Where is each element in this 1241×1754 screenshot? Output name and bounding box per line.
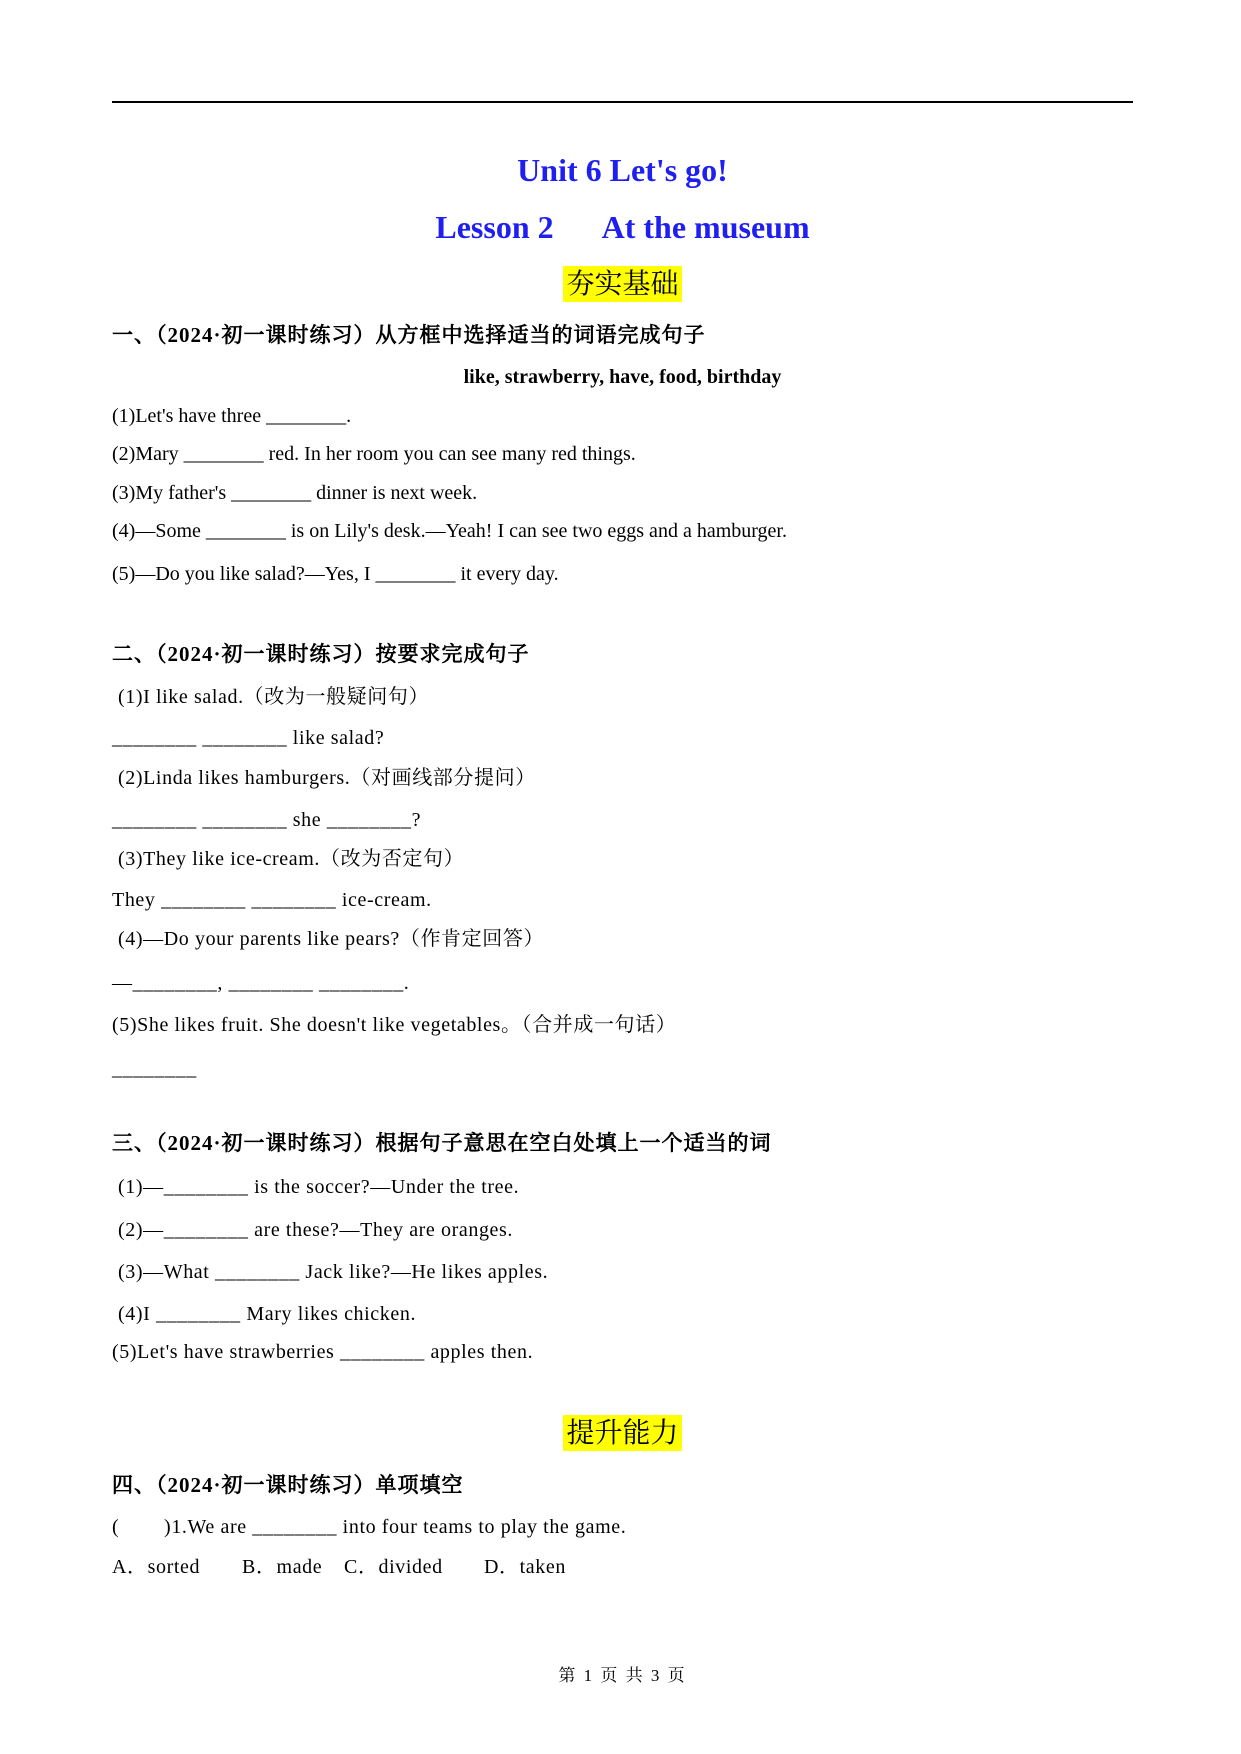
option-b: B．made <box>242 1556 323 1578</box>
option-a: A．sorted <box>112 1556 201 1578</box>
unit-title: Unit 6 Let's go! <box>517 152 728 188</box>
part-1-heading: 一、（2024·初一课时练习）从方框中选择适当的词语完成句子 <box>112 323 706 347</box>
lesson-title: At the museum <box>601 209 810 245</box>
part-3-heading: 三、（2024·初一课时练习）根据句子意思在空白处填上一个适当的词 <box>112 1131 772 1155</box>
section-advanced <box>112 1415 1133 1451</box>
part-1-item: (5)—Do you like salad?—Yes, I ________ it every day. <box>112 563 559 585</box>
section-basic <box>112 266 1133 302</box>
part-2-answer-line: —________, ________ ________. <box>112 972 410 994</box>
part-2-heading: 二、（2024·初一课时练习）按要求完成句子 <box>112 642 530 666</box>
header-rule <box>112 101 1133 103</box>
part-3-item: (1)—________ is the soccer?—Under the tree. <box>118 1176 520 1198</box>
page-number: 第 1 页 共 3 页 <box>558 1666 687 1685</box>
lesson-number: Lesson 2 <box>435 209 554 245</box>
part-4-heading: 四、（2024·初一课时练习）单项填空 <box>112 1473 464 1497</box>
part-1-item: (1)Let's have three ________. <box>112 405 352 427</box>
part-2-answer-line: They ________ ________ ice-cream. <box>112 889 432 911</box>
part-2-prompt: (2)Linda likes hamburgers.（对画线部分提问） <box>118 767 536 789</box>
part-3-item: (2)—________ are these?—They are oranges. <box>118 1219 514 1241</box>
part-2-answer-line: ________ ________ she ________? <box>112 809 422 831</box>
part-2-answer-line: ________ ________ like salad? <box>112 727 385 749</box>
part-3-item: (3)—What ________ Jack like?—He likes apples. <box>118 1261 549 1283</box>
part-2-prompt: (3)They like ice-cream.（改为否定句） <box>118 848 465 870</box>
part-2-prompt: (4)—Do your parents like pears?（作肯定回答） <box>118 928 545 950</box>
option-d: D．taken <box>484 1556 566 1578</box>
part-3-item: (5)Let's have strawberries ________ apples then. <box>112 1341 534 1363</box>
section-label-basic: 夯实基础 <box>563 266 681 302</box>
section-label-advanced: 提升能力 <box>563 1415 681 1451</box>
word-box: like, strawberry, have, food, birthday <box>463 366 782 388</box>
part-2-prompt: (5)She likes fruit. She doesn't like vegetables。（合并成一句话） <box>112 1014 677 1036</box>
answer-options <box>112 1553 812 1581</box>
part-2-prompt: (1)I like salad.（改为一般疑问句） <box>118 686 430 708</box>
option-c: C．divided <box>344 1556 443 1578</box>
part-1-item: (4)—Some ________ is on Lily's desk.—Yeah! I can see two eggs and a hamburger. <box>112 520 787 542</box>
question-stem: ( )1.We are ________ into four teams to play the game. <box>112 1516 627 1538</box>
part-1-item: (3)My father's ________ dinner is next week. <box>112 482 478 504</box>
part-3-item: (4)I ________ Mary likes chicken. <box>118 1303 417 1325</box>
part-1-item: (2)Mary ________ red. In her room you can see many red things. <box>112 443 636 465</box>
part-2-answer-line: ________ <box>112 1058 197 1080</box>
lesson-heading <box>112 207 1133 247</box>
